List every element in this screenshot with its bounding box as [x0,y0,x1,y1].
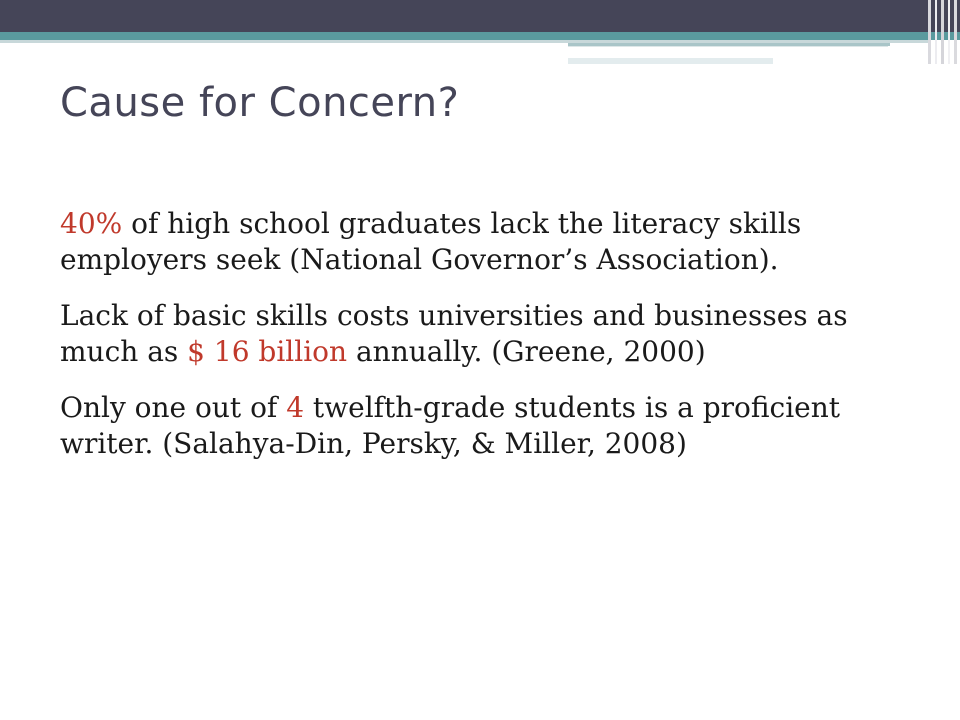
statistic-paragraph-graduates [60,206,920,278]
corner-bar [954,0,957,64]
corner-bar [935,0,937,64]
header-accent-strip-light [568,46,888,51]
highlight-count: 4 [286,391,305,424]
paragraph-text: of high school graduates lack the literacy skills employers seek (National Governor’s Association). [60,207,802,276]
header-banner [0,0,960,32]
highlight-amount: $ 16 billion [187,335,348,368]
statistic-paragraph-writers [60,390,920,462]
corner-bar [928,0,931,64]
corner-decoration [928,0,960,64]
header-accent-band [0,32,960,40]
statistic-paragraph-cost [60,298,920,370]
corner-bar [941,0,944,64]
header-accent-strip-faint [568,58,773,64]
paragraph-text: Only one out of [60,391,287,424]
slide-body [60,206,920,482]
slide-title: Cause for Concern? [60,80,460,126]
paragraph-text: annually. (Greene, 2000) [347,335,706,368]
highlight-percentage: 40% [60,207,123,240]
corner-bar [948,0,950,64]
paragraph-text: twelfth-grade students is a proficient writer. (Salahya-Din, Persky, & Miller, 2008) [60,391,841,460]
paragraph-text: Lack of basic skills costs universities and businesses as much as [60,299,848,368]
